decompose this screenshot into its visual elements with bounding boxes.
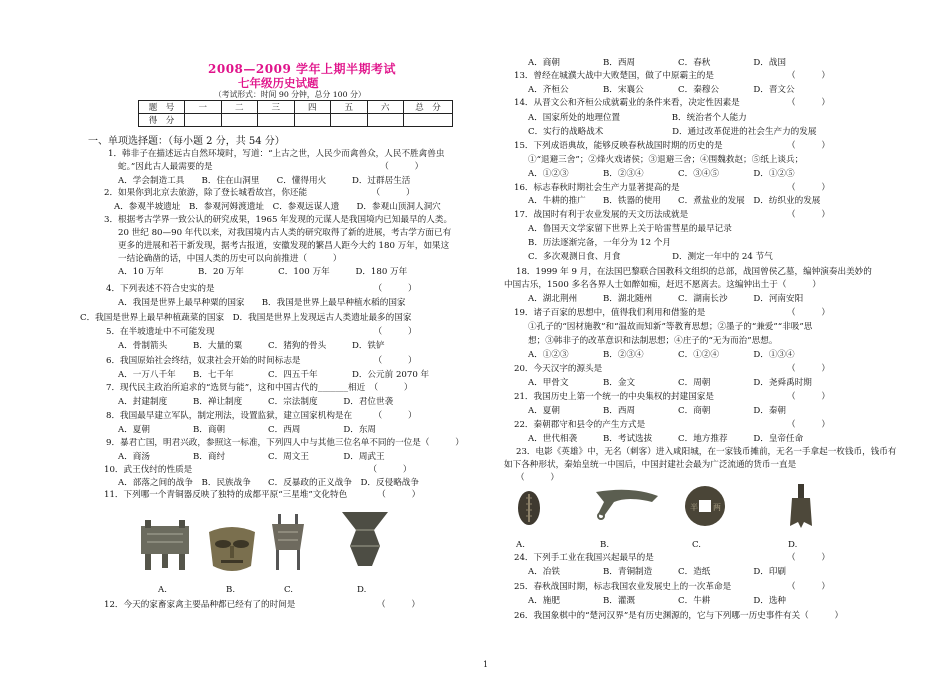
coin-option-label: C. <box>692 540 702 550</box>
score-cell <box>258 114 295 127</box>
question-line: 4．下列表述不符合史实的是 （ ） <box>106 284 417 294</box>
question-line: A．部落之间的战争 B．民族战争 C．反暴政的正义战争 D．反侵略战争 <box>118 478 419 488</box>
question-line: 中国古乐，1500 多名各界人士如醉如痴，赶迟不愿离去。这编钟出土于（ ） <box>504 280 821 290</box>
question-line: 7．现代民主政治所追求的“选贤与能”，这和中国古代的_______相近 （ ） <box>106 383 413 393</box>
bronze-zun-image <box>334 506 396 572</box>
bronze-jue-image <box>268 510 308 574</box>
question-line: B．历法逐渐完备，一年分为 12 个月 <box>528 238 672 248</box>
score-cell: 题 号 <box>139 101 185 114</box>
question-line: 蛇。”因此古人最需要的是 （ ） <box>118 162 424 172</box>
question-line: 12．今天的家畜家禽主要品种都已经有了的时间是 （ ） <box>104 600 421 610</box>
score-cell: 二 <box>221 101 258 114</box>
question-line: 17．战国时有利于农业发展的天文历法成就是 （ ） <box>514 210 831 220</box>
question-line: A．施肥 B．灌溉 C．牛耕 D．选种 <box>528 596 787 606</box>
score-cell: 一 <box>185 101 222 114</box>
score-cell: 六 <box>367 101 404 114</box>
question-line: 10．武王伐纣的性质是 （ ） <box>104 465 412 475</box>
question-line: 14．从晋文公和齐桓公成就霸业的条件来看，决定性因素是 （ ） <box>514 98 831 108</box>
score-cell: 四 <box>294 101 331 114</box>
question-line: A．甲骨文 B．金文 C．周朝 D．尧舜禹时期 <box>528 378 812 388</box>
question-line: A．10 万年 B．20 万年 C．100 万年 D．180 万年 <box>118 267 408 277</box>
question-line: 25．春秋战国时期，标志我国农业发展史上的一次革命是 （ ） <box>514 582 831 592</box>
score-cell <box>404 114 453 127</box>
question-line: 6．我国原始社会终结，奴隶社会开始的时间标志是 （ ） <box>106 356 417 366</box>
round-coin-image <box>682 483 728 529</box>
coin-option-label: B. <box>600 540 610 550</box>
score-table <box>138 100 453 127</box>
score-cell: 得 分 <box>139 114 185 127</box>
question-line: C．多次观测日食、月食 D．测定一年中的 24 节气 <box>528 252 773 262</box>
question-line: A．我国是世界上最早种粟的国家 B．我国是世界上最早种植水稻的国家 <box>118 298 406 308</box>
question-line: 22．秦朝郡守和县令的产生方式是 （ ） <box>514 420 831 430</box>
shell-coin-image <box>516 488 542 528</box>
artifact-option-label: B. <box>226 585 236 595</box>
artifact-option-label: C. <box>284 585 294 595</box>
question-line: 更多的进展和若干新发现，据考古报道，安徽发现的繁昌人距今大约 180 万年，如果这 <box>118 241 450 251</box>
bronze-mask-image <box>203 522 261 576</box>
question-line: 16．标志春秋时期社会生产力显著提高的是 （ ） <box>514 183 831 193</box>
question-line: A．骨制箭头 B．大量的粟 C．猪狗的骨头 D．铁铲 <box>118 341 385 351</box>
question-line: A．夏朝 B．西周 C．商朝 D．秦朝 <box>528 406 787 416</box>
artifact-option-label: A. <box>158 585 167 595</box>
question-line: 21．我国历史上第一个统一的中央集权的封建国家是 （ ） <box>514 392 831 402</box>
question-line: A．一万八千年 B．七千年 C．四五千年 D．公元前 2070 年 <box>118 370 430 380</box>
question-line: A．湖北荆州 B．湖北随州 C．湖南长沙 D．河南安阳 <box>528 294 804 304</box>
score-cell: 五 <box>331 101 368 114</box>
question-line: 15．下列成语典故，能够反映春秋战国时期的历史的是 （ ） <box>514 141 831 151</box>
question-line: A．①②③ B．②③④ C．③④⑤ D．①②⑤ <box>528 169 795 179</box>
question-line: A．封建制度 B．禅让制度 C．宗法制度 D．君位世袭 <box>118 397 394 407</box>
svg-text:两: 两 <box>713 503 721 512</box>
question-line: A．参观半坡遗址 B．参观河姆渡遗址 C．参观远谋人遗 D．参观山顶洞人洞穴 <box>114 202 441 212</box>
question-line: ①“退避三舍”；②烽火戏诸侯；③退避三舍；④围魏救赵；⑤纸上谈兵； <box>528 155 804 165</box>
score-cell: 总 分 <box>404 101 453 114</box>
score-cell <box>221 114 258 127</box>
question-line: A．牛耕的推广 B．铁器的使用 C．煮盐业的发展 D．纺织业的发展 <box>528 196 821 206</box>
question-line: 13．曾经在城濮大战中大败楚国，做了中原霸主的是 （ ） <box>514 71 831 81</box>
question-line: 19．诸子百家的思想中，值得我们利用和借鉴的是 （ ） <box>514 308 831 318</box>
score-cell: 三 <box>258 101 295 114</box>
question-line: A．鲁国天文学家留下世界上关于哈雷彗星的最早记录 <box>528 224 732 234</box>
question-line: 9．暴君亡国，明君兴政，参照这一标准，下列四人中与其他三位名单不同的一位是（ ） <box>106 438 464 448</box>
score-cell <box>294 114 331 127</box>
exam-subtitle: 七年级历史试题 <box>238 76 319 90</box>
exam-info: （考试形式：时间 90 分钟，总分 100 分） <box>214 90 366 99</box>
section-one-heading: 一、单项选择题：（每小题 2 分，共 54 分） <box>88 136 285 147</box>
question-line: A．①②③ B．②③④ C．①②④ D．①③④ <box>528 350 795 360</box>
score-table-header-row <box>139 101 453 114</box>
question-line: 2．如果你到北京去旅游，除了登长城看故宫，你还能 （ ） <box>104 188 415 198</box>
exam-title: 2008—2009 学年上期半期考试 <box>208 62 396 76</box>
question-line: 1．韩非子在描述远古自然环境时，写道：“上古之世，人民少而禽兽众，人民不胜禽兽虫 <box>108 149 445 159</box>
score-cell <box>331 114 368 127</box>
question-line: （ ） <box>516 473 559 483</box>
question-line: 26．我国象棋中的“楚河汉界”是有历史渊源的，它与下列哪一历史事件有关（ ） <box>514 611 844 621</box>
question-line: 18．1999 年 9 月，在法国巴黎联合国教科文组织的总部，战国曾侯乙墓，编钟演奏出美妙的 <box>516 267 872 277</box>
question-line: 20．今天汉字的源头是 （ ） <box>514 364 831 374</box>
knife-coin-image <box>592 486 662 522</box>
question-line: 20 世纪 80—90 年代以来，对我国境内古人类的研究取得了新的进展，考古学方面已有 <box>118 228 452 238</box>
question-line: A．齐桓公 B．宋襄公 C．秦穆公 D．晋文公 <box>528 85 795 95</box>
coin-option-label: D. <box>788 540 798 550</box>
question-line: A．商朝 B．西周 C．春秋 D．战国 <box>528 58 787 68</box>
question-line: 如下各种形状，秦始皇统一中国后，中国封建社会最为广泛流通的货币一直是 <box>504 460 797 470</box>
question-line: 一结论确凿的话，中国人类的历史可以向前推进（ ） <box>118 254 342 264</box>
question-line: 11．下列哪一个青铜器反映了独特的成都平原“三星堆”文化特色 （ ） <box>104 490 421 500</box>
question-line: 8．我国最早建立军队，制定刑法，设置监狱，建立国家机构是在 （ ） <box>106 411 417 421</box>
question-line: 5．在半坡遗址中不可能发现 （ ） <box>106 327 417 337</box>
question-line: 23．电影《英雄》中，无名（刺客）进入咸阳城，在一家钱币摊前，无名一手拿起一枚钱币，钱币有 <box>516 447 897 457</box>
question-line: A．国家所处的地理位置 B．统治者个人能力 <box>528 113 747 123</box>
question-line: A．学会制造工具 B．住在山洞里 C．懂得用火 D．过群居生活 <box>118 176 411 186</box>
score-cell <box>367 114 404 127</box>
question-line: C．实行的战略战术 D．通过改革促进的社会生产力的发展 <box>528 127 817 137</box>
score-table-score-row <box>139 114 453 127</box>
coin-option-label: A. <box>516 540 525 550</box>
question-line: 3．根据考古学界一致公认的研究成果，1965 年发现的元谋人是我国境内已知最早的人类。 <box>104 215 453 225</box>
spade-coin-image <box>786 482 816 532</box>
question-line: ①孔子的“因材施教”和“温故而知新”等教育思想；②墨子的“兼爱”“非吸”思 <box>528 322 813 332</box>
question-line: C．我国是世界上最早种植蔬菜的国家 D．我国是世界上发现远古人类遗址最多的国家 <box>80 313 412 323</box>
question-line: 24．下列手工业在我国兴起最早的是 （ ） <box>514 553 831 563</box>
question-line: A．商汤 B．商纣 C．周文王 D．周武王 <box>118 452 385 462</box>
bronze-ding-image <box>133 512 197 572</box>
page-number: 1 <box>483 660 489 669</box>
question-line: A．夏朝 B．商朝 C．西周 D．东周 <box>118 425 377 435</box>
question-line: A．冶铁 B．青铜制造 C．造纸 D．印刷 <box>528 567 787 577</box>
score-cell <box>185 114 222 127</box>
question-line: 想；③韩非子的改革意识和法制思想；④庄子的“无为而治”思想。 <box>528 336 778 346</box>
svg-text:半: 半 <box>690 503 698 512</box>
question-line: A．世代相袭 B．考试选拔 C．地方推荐 D．皇帝任命 <box>528 434 804 444</box>
artifact-option-label: D. <box>357 585 367 595</box>
